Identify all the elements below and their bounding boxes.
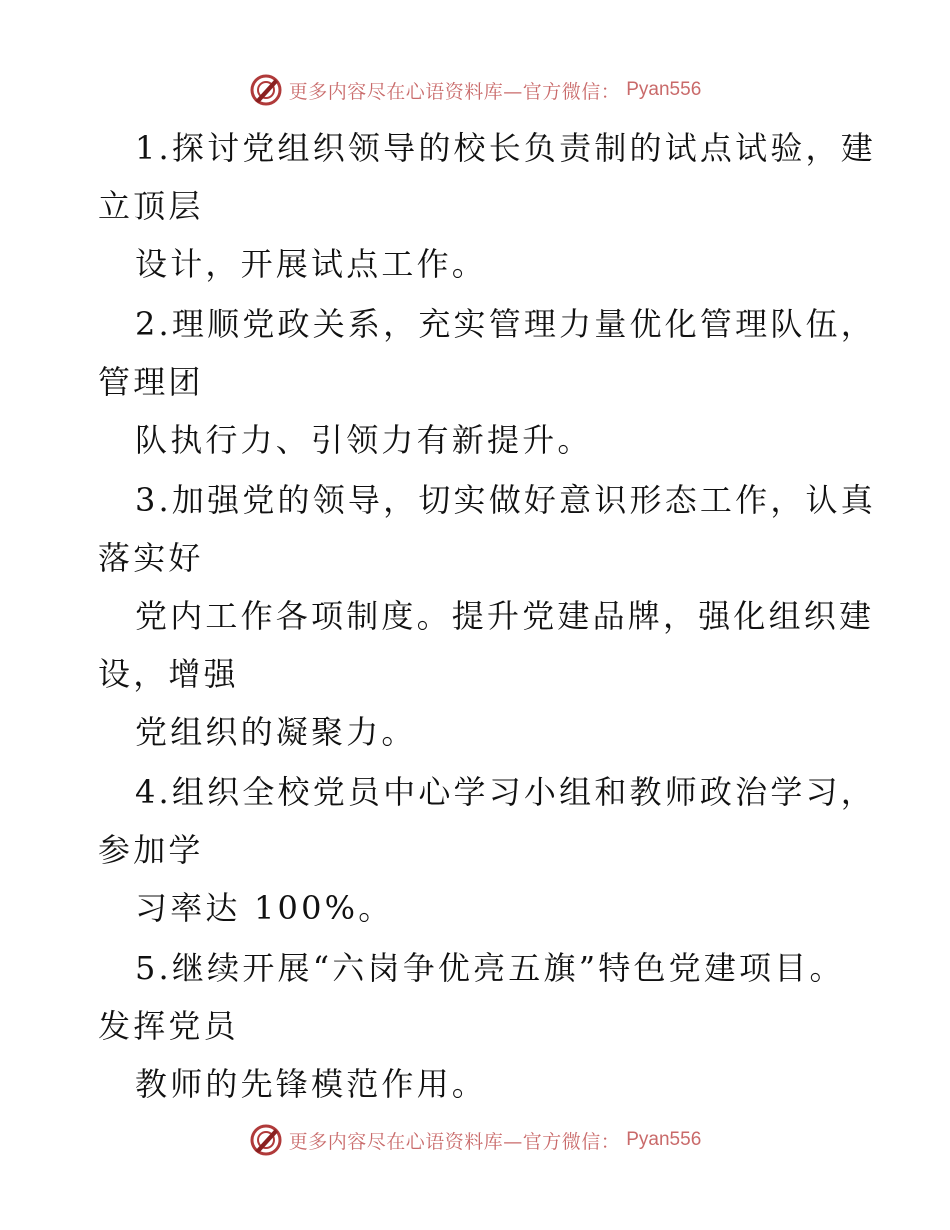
text-line: 5.继续开展“六岗争优亮五旗”特色党建项目。 <box>135 949 845 987</box>
text-line: 2.理顺党政关系，充实管理力量优化管理队伍， <box>135 305 876 343</box>
brush-logo-icon <box>249 1123 283 1157</box>
text-line: 设，增强 <box>98 655 239 693</box>
watermark-wechat-id: Pyan556 <box>626 79 702 100</box>
text-line: 3.加强党的领导，切实做好意识形态工作，认真 <box>135 481 876 519</box>
text-line: 设计，开展试点工作。 <box>135 245 488 283</box>
text-line: 党内工作各项制度。提升党建品牌，强化组织建 <box>135 597 875 635</box>
watermark-text: 更多内容尽在心语资料库—官方微信： <box>288 1130 621 1153</box>
text-line: 管理团 <box>98 363 204 401</box>
text-line: 1.探讨党组织领导的校长负责制的试点试验，建 <box>135 129 876 167</box>
watermark-text: 更多内容尽在心语资料库—官方微信： <box>288 80 621 103</box>
text-line: 发挥党员 <box>98 1007 239 1045</box>
header-watermark <box>0 70 950 110</box>
text-line: 党组织的凝聚力。 <box>135 713 417 751</box>
text-line: 教师的先锋模范作用。 <box>135 1065 488 1103</box>
text-line: 参加学 <box>98 831 204 869</box>
footer-watermark <box>0 1120 950 1160</box>
text-line: 立顶层 <box>98 187 204 225</box>
text-line: 4.组织全校党员中心学习小组和教师政治学习， <box>135 773 876 811</box>
watermark-wechat-id: Pyan556 <box>626 1129 702 1150</box>
brush-logo-icon <box>249 73 283 107</box>
text-line: 习率达 100%。 <box>135 889 394 927</box>
text-line: 队执行力、引领力有新提升。 <box>135 421 593 459</box>
text-line: 落实好 <box>98 539 204 577</box>
